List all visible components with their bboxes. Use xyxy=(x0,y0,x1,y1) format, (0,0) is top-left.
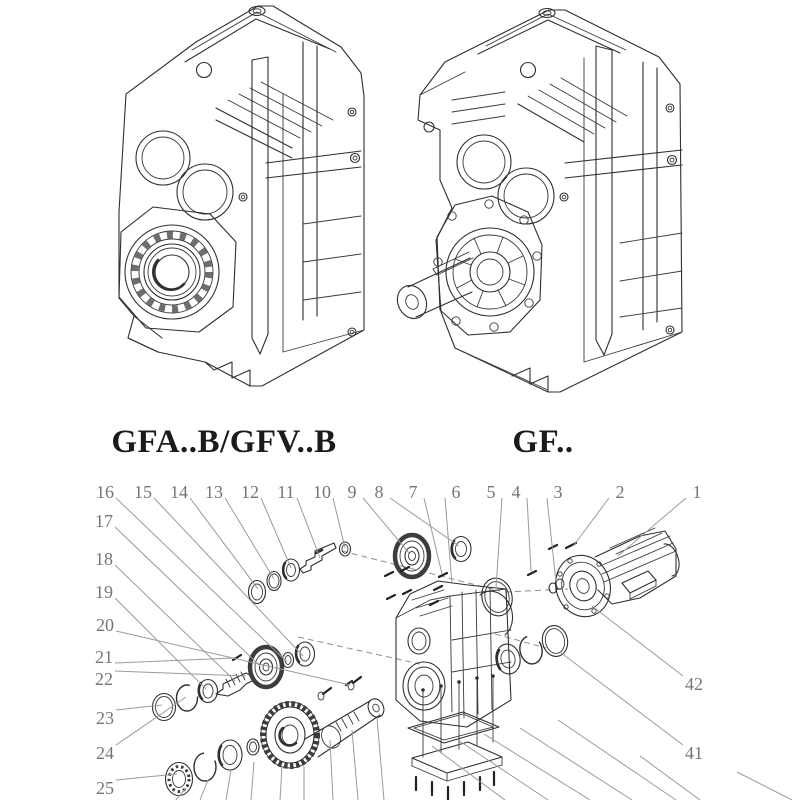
part-number-5: 5 xyxy=(486,482,496,502)
leader-line-5 xyxy=(496,498,502,588)
part-number-12: 12 xyxy=(241,482,259,502)
callout-layer xyxy=(95,482,703,798)
part-number-20: 20 xyxy=(96,615,114,635)
part-number-15: 15 xyxy=(134,482,152,502)
part-number-11: 11 xyxy=(277,482,295,502)
gearbox-drawing-gfab-gfvb xyxy=(119,6,364,386)
leader-line-19 xyxy=(115,598,206,689)
part-number-42: 42 xyxy=(685,674,703,694)
part-number-25: 25 xyxy=(96,778,114,798)
part-sketch-intermediate-train xyxy=(153,642,315,721)
assembly-axis-dashed xyxy=(298,551,568,664)
part-number-22: 22 xyxy=(95,669,113,689)
part-number-10: 10 xyxy=(313,482,331,502)
part-number-19: 19 xyxy=(95,582,113,602)
model-label-left: GFA..B/GFV..B xyxy=(111,424,337,460)
part-number-6: 6 xyxy=(451,482,461,502)
leader-line-1 xyxy=(618,498,686,556)
part-sketch-motor xyxy=(548,528,679,624)
part-number-13: 13 xyxy=(205,482,223,502)
part-number-7: 7 xyxy=(408,482,418,502)
leader-line-2 xyxy=(574,498,609,545)
part-number-3: 3 xyxy=(553,482,563,502)
model-label-right: GF.. xyxy=(512,424,574,460)
leader-line-18 xyxy=(115,565,235,681)
part-sketch-input-train xyxy=(249,535,472,604)
part-number-23: 23 xyxy=(96,708,114,728)
exploded-view xyxy=(95,482,792,800)
part-sketch-pan-gasket xyxy=(408,674,502,800)
part-number-16: 16 xyxy=(96,482,114,502)
leader-line-22 xyxy=(115,671,246,676)
leader-line-4 xyxy=(527,498,531,571)
leader-line-3 xyxy=(547,498,556,582)
leader-line-24 xyxy=(116,697,186,745)
leader-line-10 xyxy=(333,498,345,548)
gearbox-drawing-gf xyxy=(392,9,682,393)
part-number-21: 21 xyxy=(95,647,113,667)
leader-line-14 xyxy=(190,498,258,589)
part-number-8: 8 xyxy=(374,482,384,502)
part-number-17: 17 xyxy=(95,511,113,531)
leader-line-41 xyxy=(560,652,683,745)
part-number-41: 41 xyxy=(685,743,703,763)
part-number-18: 18 xyxy=(95,549,113,569)
part-number-9: 9 xyxy=(347,482,357,502)
part-sketch-gasket-ring xyxy=(478,575,515,618)
part-number-1: 1 xyxy=(692,482,702,502)
part-number-2: 2 xyxy=(615,482,625,502)
part-number-4: 4 xyxy=(511,482,521,502)
leader-line-42 xyxy=(592,606,683,676)
leader-line-11 xyxy=(297,498,320,558)
part-sketch-housing xyxy=(396,581,513,727)
part-number-24: 24 xyxy=(96,743,114,763)
leader-line-12 xyxy=(261,498,291,568)
leader-line-17 xyxy=(115,527,260,666)
part-number-14: 14 xyxy=(170,482,188,502)
